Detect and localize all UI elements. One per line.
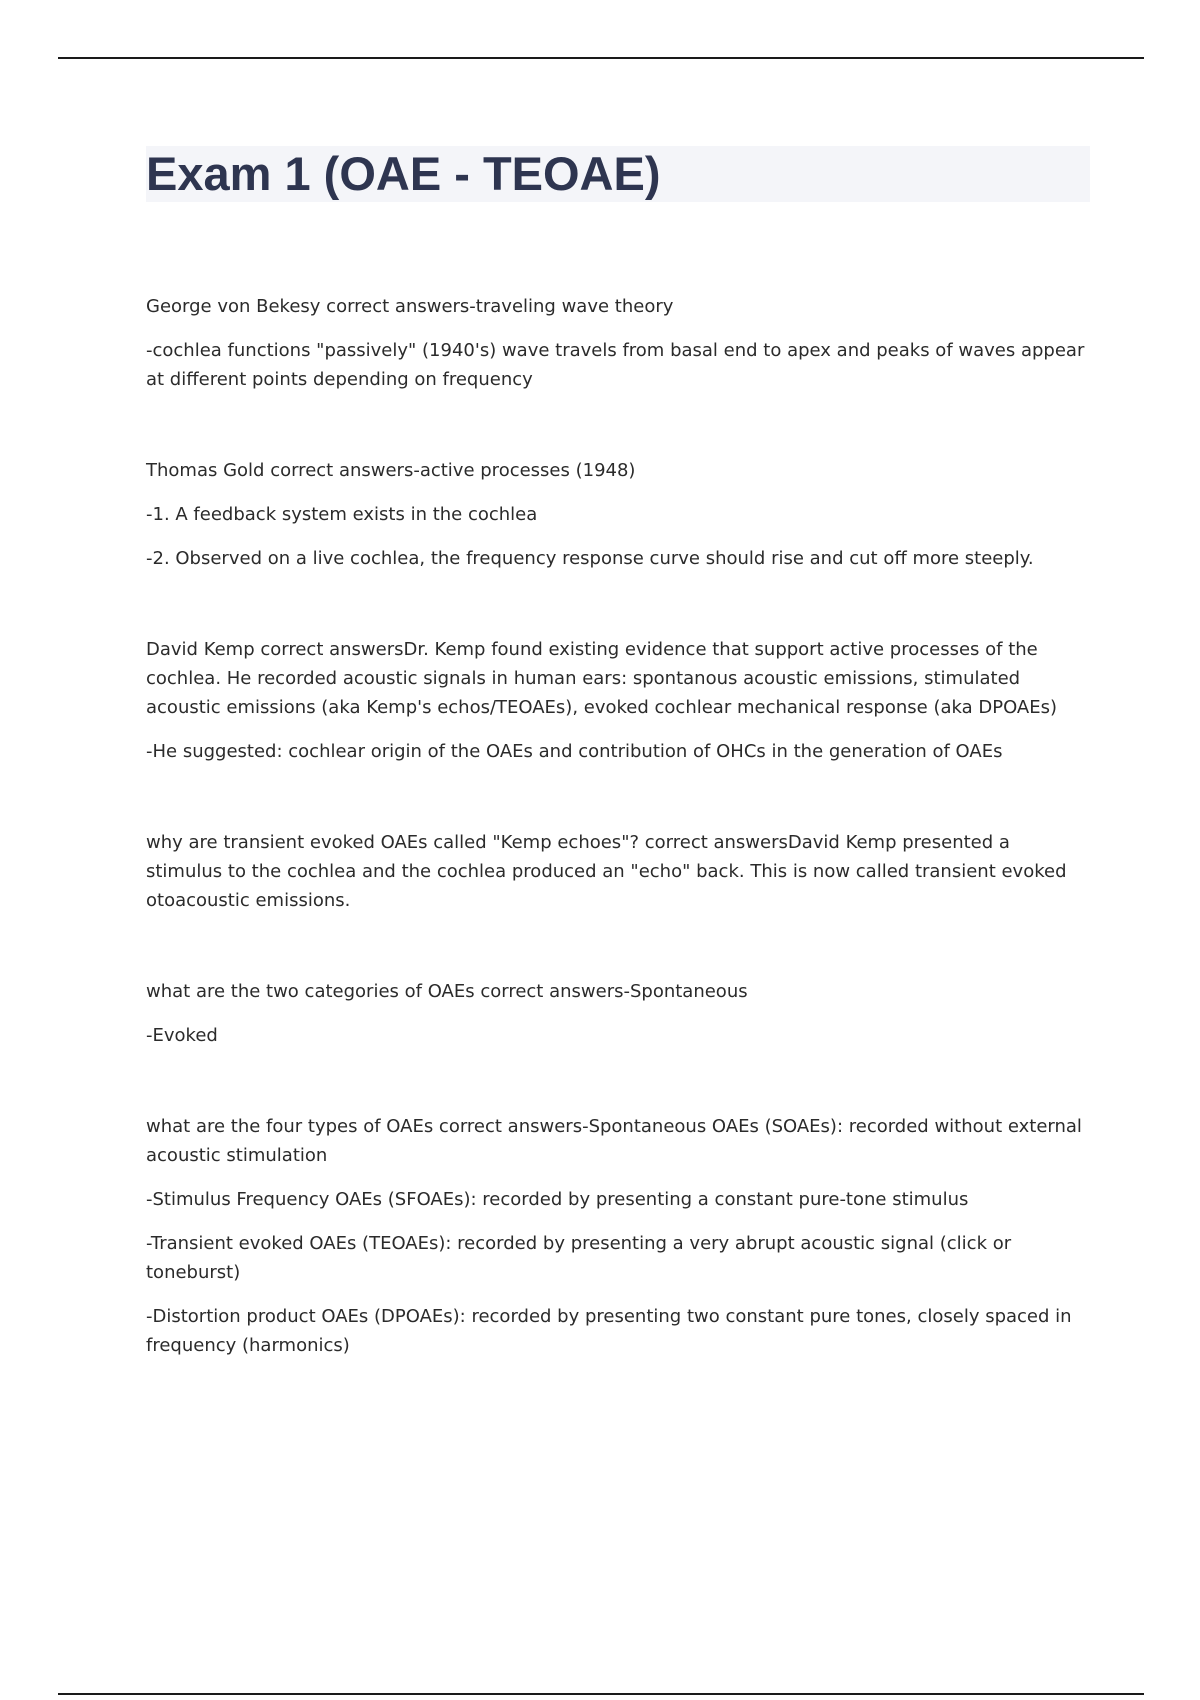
bottom-rule	[58, 1693, 1144, 1695]
qa-answer-line: -Distortion product OAEs (DPOAEs): recorded by presenting two constant pure tones, closely spaced in frequency (harmonics)	[146, 1306, 1072, 1356]
qa-answer-line: -He suggested: cochlear origin of the OAEs and contribution of OHCs in the generation of OAEs	[146, 741, 1003, 762]
qa-entry-gold	[146, 456, 1090, 573]
qa-entry-bekesy	[146, 292, 1090, 394]
qa-entry-kemp	[146, 635, 1090, 766]
qa-question-line: David Kemp correct answersDr. Kemp found existing evidence that support active processes of the cochlea. He recorded acoustic signals in human ears: spontanous acoustic emissions, stimulated acoustic emissions (aka Kemp's echos/TEOAEs), evoked cochlear mechanical response (aka DPOAEs)	[146, 639, 1058, 718]
qa-question-line: why are transient evoked OAEs called "Kemp echoes"? correct answersDavid Kemp presented a stimulus to the cochlea and the cochlea produced an "echo" back. This is now called transient evoked otoacoustic emissions.	[146, 832, 1067, 911]
qa-question-line: Thomas Gold correct answers-active processes (1948)	[146, 460, 636, 481]
document-body	[146, 292, 1090, 1360]
qa-question-line: what are the two categories of OAEs correct answers-Spontaneous	[146, 981, 748, 1002]
qa-answer-line: -2. Observed on a live cochlea, the frequency response curve should rise and cut off more steeply.	[146, 548, 1034, 569]
qa-answer-line: -cochlea functions "passively" (1940's) wave travels from basal end to apex and peaks of waves appear at different points depending on frequency	[146, 340, 1085, 390]
qa-question-line: George von Bekesy correct answers-traveling wave theory	[146, 296, 674, 317]
qa-answer-line: -Transient evoked OAEs (TEOAEs): recorded by presenting a very abrupt acoustic signal (click or toneburst)	[146, 1233, 1012, 1283]
qa-answer-line: -Stimulus Frequency OAEs (SFOAEs): recorded by presenting a constant pure-tone stimulus	[146, 1189, 969, 1210]
qa-entry-oae-categories	[146, 977, 1090, 1050]
qa-question-line: what are the four types of OAEs correct answers-Spontaneous OAEs (SOAEs): recorded without external acoustic stimulation	[146, 1116, 1082, 1166]
qa-entry-kemp-echoes	[146, 828, 1090, 915]
qa-entry-oae-types	[146, 1112, 1090, 1360]
qa-answer-line: -1. A feedback system exists in the cochlea	[146, 504, 538, 525]
top-rule	[58, 57, 1144, 59]
page-title: Exam 1 (OAE - TEOAE)	[146, 147, 661, 200]
qa-answer-line: -Evoked	[146, 1025, 218, 1046]
